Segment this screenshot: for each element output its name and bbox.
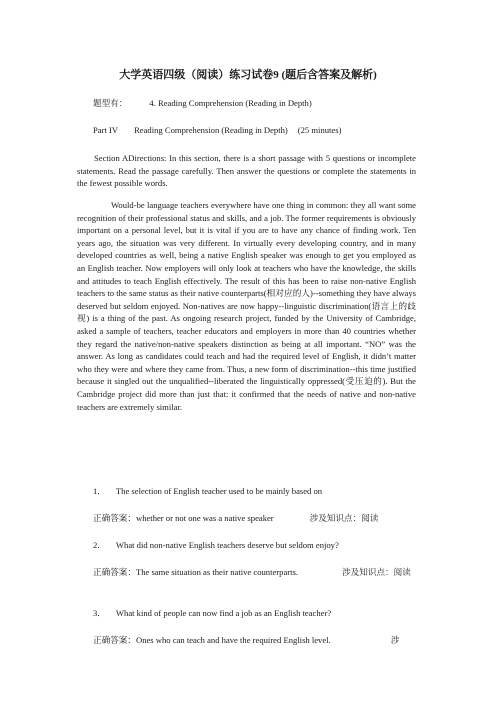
answer-text: The same situation as their native counterparts. (135, 567, 299, 577)
answer-3 (77, 634, 416, 647)
part-header (93, 124, 413, 137)
question-text: What kind of people can now find a job as an English teacher? (115, 608, 332, 618)
document-title: 大学英语四级（阅读）练习试卷9 (题后含答案及解析) (119, 69, 377, 81)
part-time: (25 minutes) (297, 125, 342, 135)
part-title: Reading Comprehension (Reading in Depth) (134, 125, 288, 135)
answer-2 (77, 566, 416, 579)
knowledge-point: 涉及知识点：阅读 (309, 513, 379, 523)
question-number: 2． (93, 540, 106, 550)
question-text: The selection of English teacher used to be mainly based on (115, 486, 323, 496)
knowledge-point: 涉及知识点：阅读 (342, 567, 411, 577)
question-2 (93, 539, 413, 552)
passage-paragraph (77, 199, 416, 413)
part-label: Part IV (93, 125, 119, 135)
directions-paragraph (77, 152, 416, 190)
question-1 (93, 485, 413, 498)
answer-1 (77, 512, 416, 525)
question-3 (93, 607, 413, 620)
directions-text: Section ADirections: In this section, there is a short passage with 5 questions or incomplete statements. Read the passage carefully. Then answer the questions or complete the statements in the fewest possible words. (77, 153, 416, 189)
answer-label: 正确答案： (93, 635, 136, 645)
question-number: 3． (93, 608, 106, 618)
question-type-label: 题型有： (93, 98, 128, 108)
question-number: 1． (93, 486, 106, 496)
answer-label: 正确答案： (93, 567, 136, 577)
answer-label: 正确答案： (93, 513, 136, 523)
knowledge-point: 涉 (390, 635, 400, 645)
question-type-value: 4. Reading Comprehension (Reading in Depth) (149, 98, 312, 108)
question-type-line (93, 97, 413, 110)
question-text: What did non-native English teachers deserve but seldom enjoy? (115, 540, 339, 550)
answer-text: Ones who can teach and have the required English level. (135, 635, 331, 645)
answer-text: whether or not one was a native speaker (135, 513, 274, 523)
passage-text: Would-be language teachers everywhere have one thing in common: they all want some recognition of their professional status and skills, and a job. The former requirements is obviously important on a personal level, but it is vital if you are to have any chance of finding work. Ten years ago, the situation was very different. In virtually every developing country, and in many developed countries as well, being a native English speaker was enough to get you employed as an English teacher. Now employers will only look at teachers who have the knowledge, the skills and attitudes to teach English effectively. The result of this has been to raise non-native English teachers to the same status as their native counterparts(相对应的人)--something they have always deserved but seldom enjoyed. Non-natives are now happy--linguistic discrimination(语言上的歧视) is a thing of the past. As ongoing research project, funded by the University of Cambridge, asked a sample of teachers, teacher educators and employers in more than 40 countries whether they regard the native/non-native speakers distinction as being at all important. “NO” was the answer. As long as candidates could teach and had the required level of English, it didn’t matter who they were and where they came from. Thus, a new form of discrimination--this time justified because it singled out the unqualified--liberated the linguistically oppressed(受压迫的). But the Cambridge project did more than just that: it confirmed that the needs of native and non-native teachers are extremely similar. (77, 200, 416, 412)
